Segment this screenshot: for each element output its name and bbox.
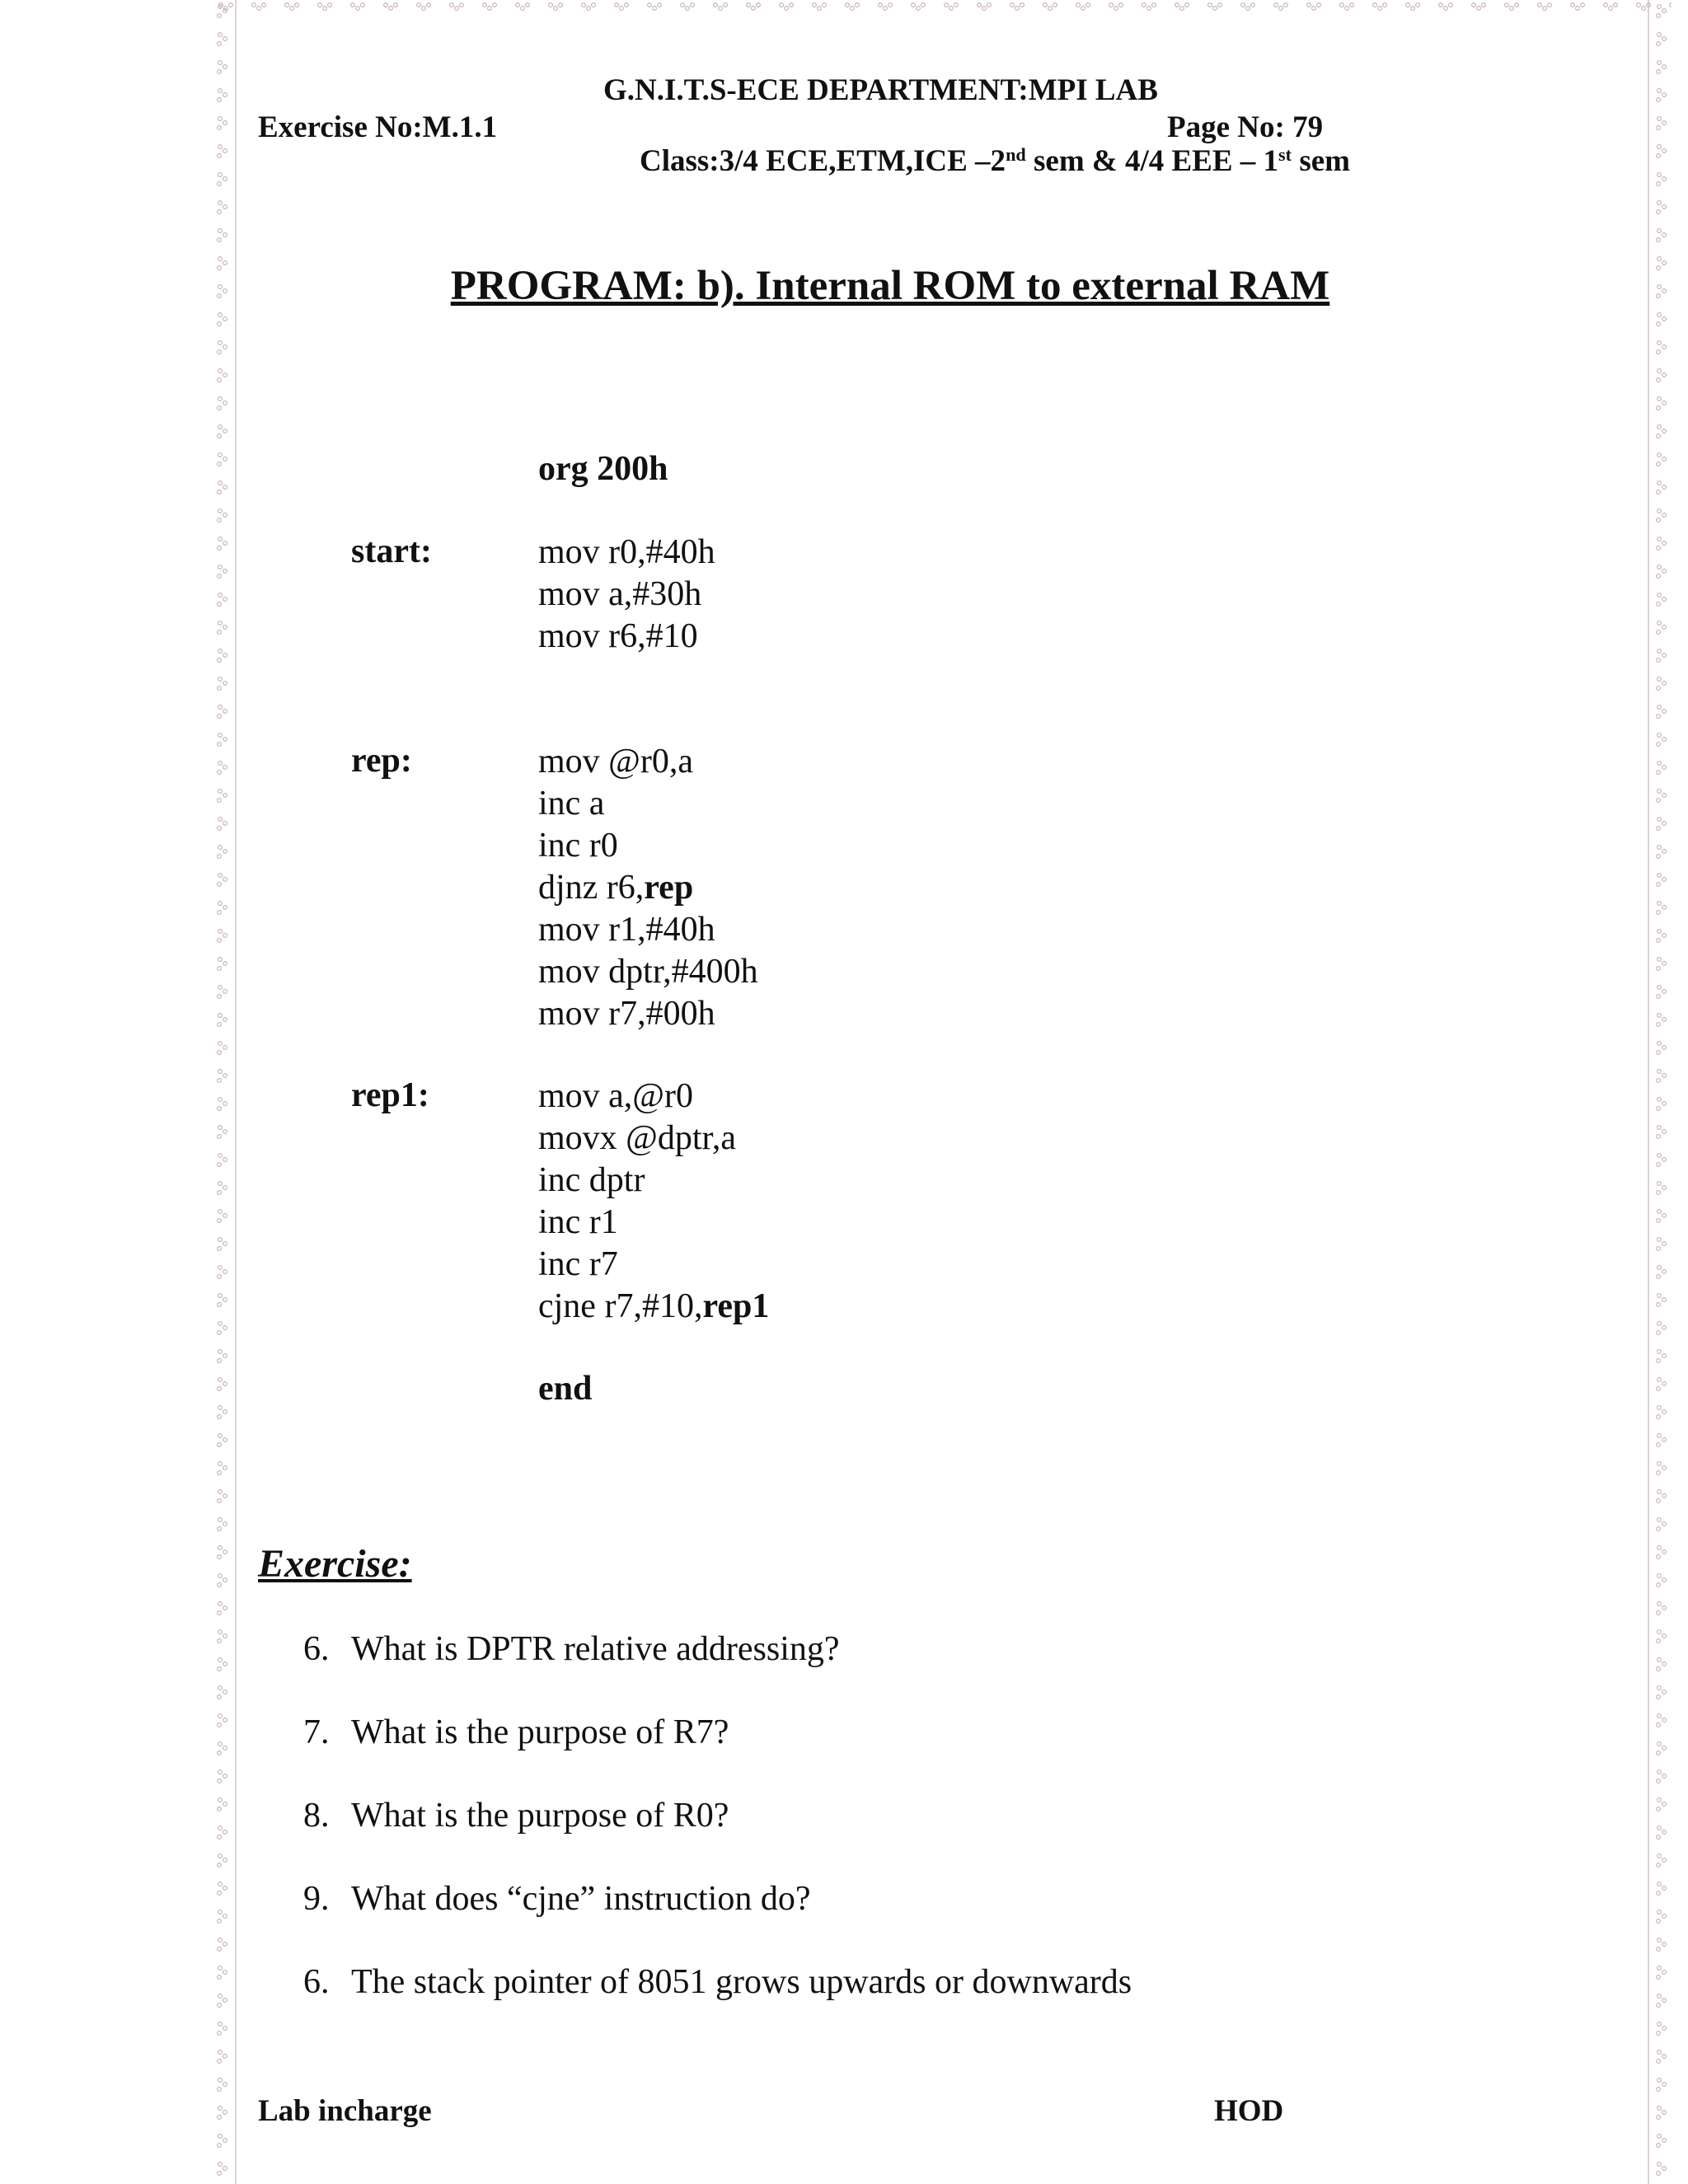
code-line: inc dptr xyxy=(538,1161,645,1199)
class-sup-2: st xyxy=(1278,143,1292,165)
question-text: What is the purpose of R0? xyxy=(351,1797,729,1835)
exercise-question xyxy=(303,1629,840,1669)
code-line: inc r1 xyxy=(538,1203,618,1241)
code-line: movx @dptr,a xyxy=(538,1119,736,1157)
exercise-question xyxy=(303,1713,729,1752)
code-line-djnz xyxy=(538,867,758,909)
code-line: inc r0 xyxy=(538,827,618,865)
footer-hod: HOD xyxy=(1214,2094,1284,2128)
department-heading: G.N.I.T.S-ECE DEPARTMENT:MPI LAB xyxy=(603,73,1158,107)
code-line: mov r7,#00h xyxy=(538,995,715,1033)
question-text: What does “cjne” instruction do? xyxy=(351,1880,811,1918)
code-line: mov r0,#40h xyxy=(538,533,715,571)
code-line-cjne xyxy=(538,1286,769,1328)
code-line: mov a,#30h xyxy=(538,575,702,613)
question-number: 9. xyxy=(303,1880,330,1918)
class-line xyxy=(640,143,1350,179)
page-border-right xyxy=(1647,0,1672,2184)
code-line: mov a,@r0 xyxy=(538,1077,693,1115)
code-block-rep1 xyxy=(538,1076,769,1328)
cjne-target: rep1 xyxy=(702,1287,770,1325)
question-number: 7. xyxy=(303,1713,330,1751)
question-text: What is the purpose of R7? xyxy=(351,1713,729,1751)
question-number: 6. xyxy=(303,1963,330,2001)
label-start: start: xyxy=(351,532,432,570)
exercise-number: Exercise No:M.1.1 xyxy=(258,110,498,144)
code-block-rep xyxy=(538,741,758,1035)
code-end: end xyxy=(538,1370,593,1408)
label-rep1: rep1: xyxy=(351,1076,429,1114)
class-sup-1: nd xyxy=(1006,143,1026,165)
code-org: org 200h xyxy=(538,450,668,488)
label-rep: rep: xyxy=(351,742,412,780)
code-line: inc a xyxy=(538,785,605,823)
code-line: mov @r0,a xyxy=(538,743,693,780)
class-suffix: sem xyxy=(1292,144,1350,178)
question-text: What is DPTR relative addressing? xyxy=(351,1630,840,1668)
code-line: inc r7 xyxy=(538,1245,618,1283)
exercise-heading: Exercise: xyxy=(258,1542,412,1586)
exercise-question xyxy=(303,1962,1132,2002)
question-number: 6. xyxy=(303,1630,330,1668)
exercise-question xyxy=(303,1796,729,1835)
footer-lab-incharge: Lab incharge xyxy=(258,2094,432,2128)
question-text: The stack pointer of 8051 grows upwards or downwards xyxy=(351,1963,1132,2001)
djnz-prefix: djnz r6, xyxy=(538,869,645,907)
program-title: PROGRAM: b). Internal ROM to external RAM xyxy=(450,263,1330,309)
exercise-question xyxy=(303,1879,810,1919)
class-mid: sem & 4/4 EEE – 1 xyxy=(1025,144,1279,178)
code-line: mov dptr,#400h xyxy=(538,953,758,991)
code-line: mov r1,#40h xyxy=(538,911,715,949)
page-border-left xyxy=(213,0,237,2184)
code-line: mov r6,#10 xyxy=(538,617,698,655)
page-border-top xyxy=(213,0,1672,15)
question-number: 8. xyxy=(303,1797,330,1835)
cjne-prefix: cjne r7,#10, xyxy=(538,1287,703,1325)
class-prefix: Class:3/4 ECE,ETM,ICE –2 xyxy=(640,144,1006,178)
code-block-start xyxy=(538,532,715,658)
djnz-target: rep xyxy=(644,869,694,907)
page-number: Page No: 79 xyxy=(1167,110,1324,144)
